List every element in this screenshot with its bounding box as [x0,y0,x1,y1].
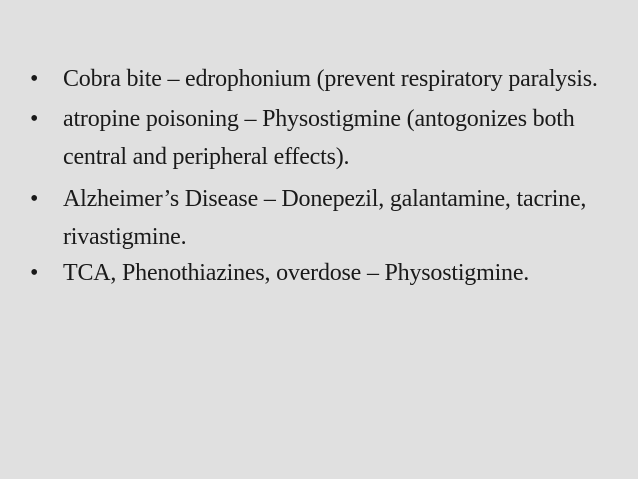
bullet-item-alzheimers [30,180,610,256]
bullet-text: atropine poisoning – Physostigmine (antogonizes both central and peripheral effects). [63,106,575,170]
bullet-list [30,60,610,287]
bullet-text: TCA, Phenothiazines, overdose – Physostigmine. [63,260,530,286]
bullet-item-tca-overdose [30,260,610,287]
bullet-item-cobra-bite [30,60,610,98]
bullet-text: Cobra bite – edrophonium (prevent respiratory paralysis. [63,66,598,92]
bullet-icon: • [30,260,39,286]
bullet-icon: • [30,186,39,212]
bullet-item-atropine-poisoning [30,100,610,176]
bullet-icon: • [30,66,39,92]
bullet-icon: • [30,106,39,132]
bullet-text: Alzheimer’s Disease – Donepezil, galantamine, tacrine, rivastigmine. [63,186,587,250]
